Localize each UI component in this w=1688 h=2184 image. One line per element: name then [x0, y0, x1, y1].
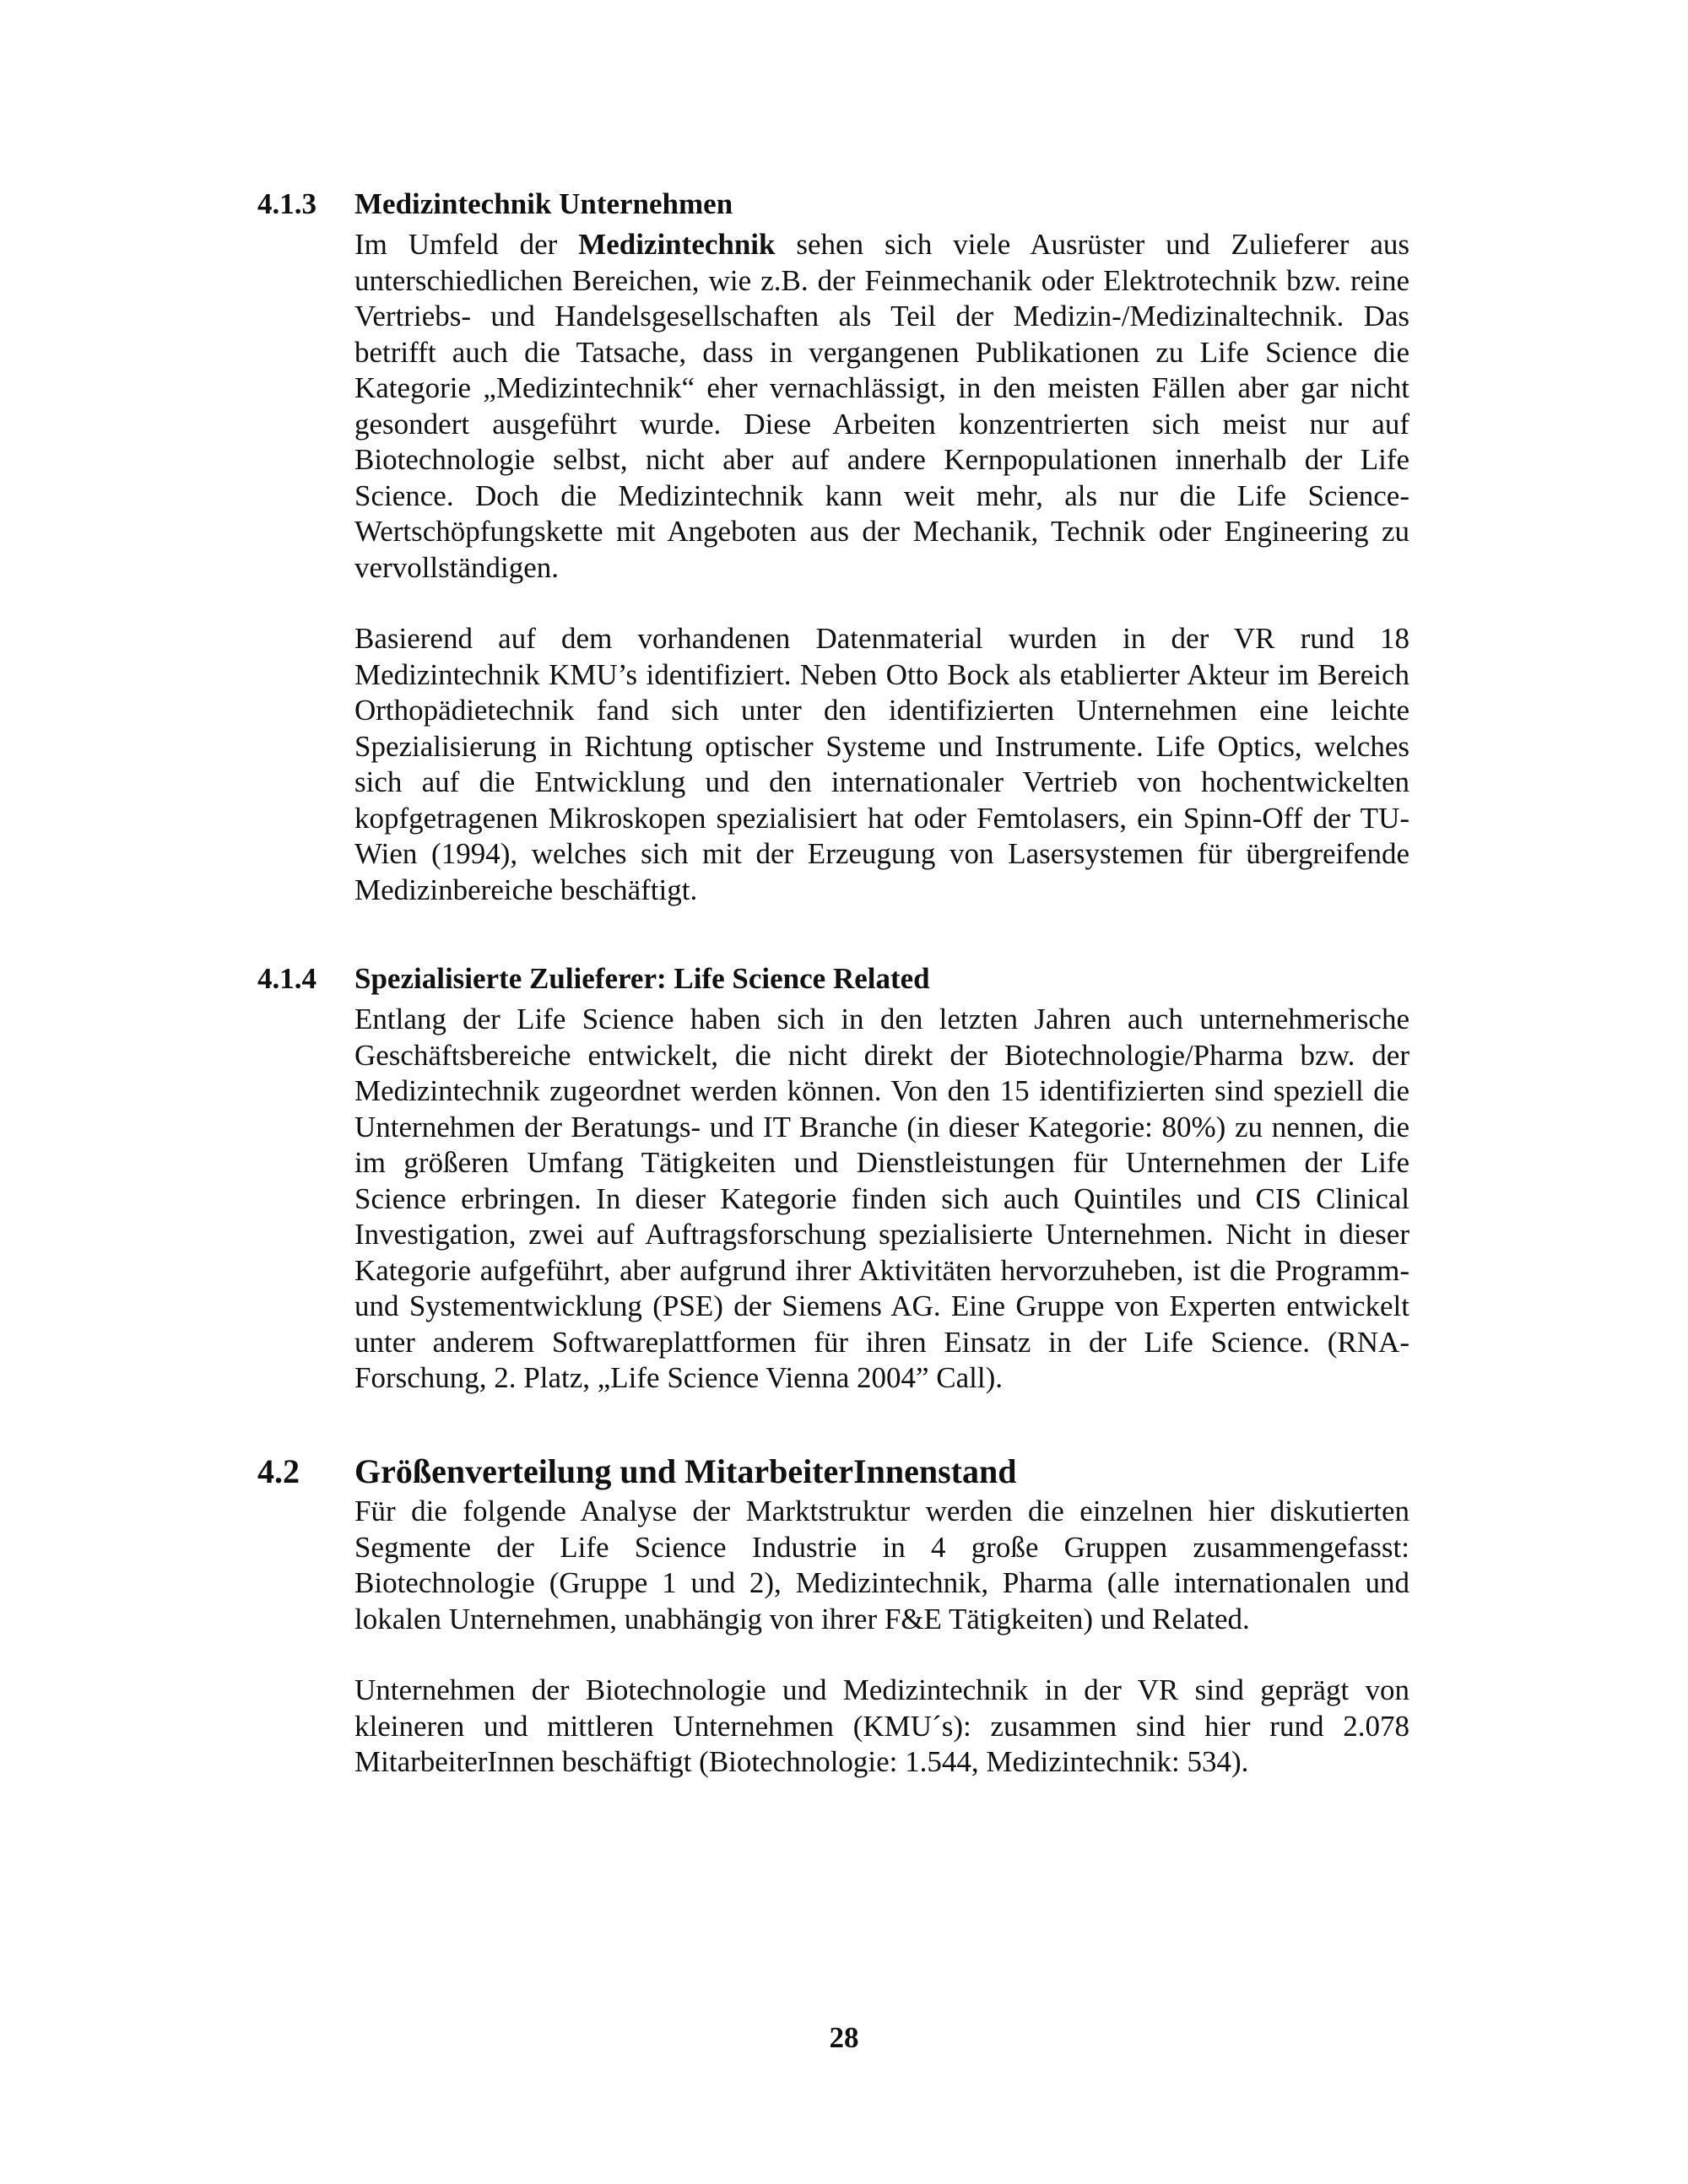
section-title: Größenverteilung und MitarbeiterInnenstand	[354, 1452, 1017, 1490]
section-number: 4.1.3	[257, 187, 316, 220]
section-heading	[257, 186, 1409, 223]
paragraph: Für die folgende Analyse der Marktstruktur werden die einzelnen hier diskutierten Segmente der Life Science Industrie in 4 große Gruppen zusammengefasst: Biotechnologie (Gruppe 1 und 2), Medizintechnik, Pharma (alle internationalen und lokalen Unternehmen, unabhängig von ihrer F&E Tätigkeiten) und Related.	[354, 1495, 1409, 1635]
section-body	[354, 1002, 1409, 1397]
paragraph: Entlang der Life Science haben sich in den letzten Jahren auch unternehmerische Geschäftsbereiche entwickelt, die nicht direkt der Biotechnologie/Pharma bzw. der Medizintechnik zugeordnet werden können. Von den 15 identifizierten sind speziell die Unternehmen der Beratungs- und IT Branche (in dieser Kategorie: 80%) zu nennen, die im größeren Umfang Tätigkeiten und Dienstleistungen für Unternehmen der Life Science erbringen. In dieser Kategorie finden sich auch Quintiles und CIS Clinical Investigation, zwei auf Auftragsforschung spezialisierte Unternehmen. Nicht in dieser Kategorie aufgeführt, aber aufgrund ihrer Aktivitäten hervorzuheben, ist die Programm- und Systementwicklung (PSE) der Siemens AG. Eine Gruppe von Experten entwickelt unter anderem Softwareplattformen für ihren Einsatz in der Life Science. (RNA-Forschung, 2. Platz, „Life Science Vienna 2004” Call).	[354, 1003, 1409, 1394]
section-body	[354, 1494, 1409, 1781]
section-heading	[257, 960, 1409, 997]
section-title: Spezialisierte Zulieferer: Life Science Related	[354, 962, 930, 995]
section-body	[354, 227, 1409, 908]
paragraph-text: sehen sich viele Ausrüster und Zulieferer aus unterschiedlichen Bereichen, wie z.B. der Feinmechanik oder Elektrotechnik bzw. reine Vertriebs- und Handelsgesellschaften als Teil der Medizin-/Medizinaltechnik. Das betrifft auch die Tatsache, dass in vergangenen Publikationen zu Life Science die Kategorie „Medizintechnik“ eher vernachlässigt, in den meisten Fällen aber gar nicht gesondert ausgeführt wurde. Diese Arbeiten konzentrierten sich meist nur auf Biotechnologie selbst, nicht aber auf andere Kernpopulationen innerhalb der Life Science. Doch die Medizintechnik kann weit mehr, als nur die Life Science-Wertschöpfungskette mit Angeboten aus der Mechanik, Technik oder Engineering zu vervollständigen.	[354, 228, 1410, 584]
section-number: 4.2	[257, 1452, 300, 1490]
bold-term: Medizintechnik	[578, 228, 776, 261]
section-title: Medizintechnik Unternehmen	[354, 187, 733, 220]
section-4-1-4	[257, 960, 1409, 1397]
section-4-1-3	[257, 186, 1409, 908]
paragraph-text: Im Umfeld der	[354, 228, 579, 261]
section-number: 4.1.4	[257, 962, 316, 995]
paragraph	[354, 227, 1409, 586]
page-number: 28	[829, 2021, 859, 2054]
section-4-2	[257, 1450, 1409, 1781]
paragraph: Unternehmen der Biotechnologie und Medizintechnik in der VR sind geprägt von kleineren und mittleren Unternehmen (KMU´s): zusammen sind hier rund 2.078 MitarbeiterInnen beschäftigt (Biotechnologie: 1.544, Medizintechnik: 534).	[354, 1673, 1409, 1778]
paragraph: Basierend auf dem vorhandenen Datenmaterial wurden in der VR rund 18 Medizintechnik KMU’s identifiziert. Neben Otto Bock als etablierter Akteur im Bereich Orthopädietechnik fand sich unter den identifizierten Unternehmen eine leichte Spezialisierung in Richtung optischer Systeme und Instrumente. Life Optics, welches sich auf die Entwicklung und den internationaler Vertrieb von hochentwickelten kopfgetragenen Mikroskopen spezialisiert hat oder Femtolasers, ein Spinn-Off der TU-Wien (1994), welches sich mit der Erzeugung von Lasersystemen für übergreifende Medizinbereiche beschäftigt.	[354, 622, 1409, 906]
section-heading	[257, 1450, 1409, 1494]
